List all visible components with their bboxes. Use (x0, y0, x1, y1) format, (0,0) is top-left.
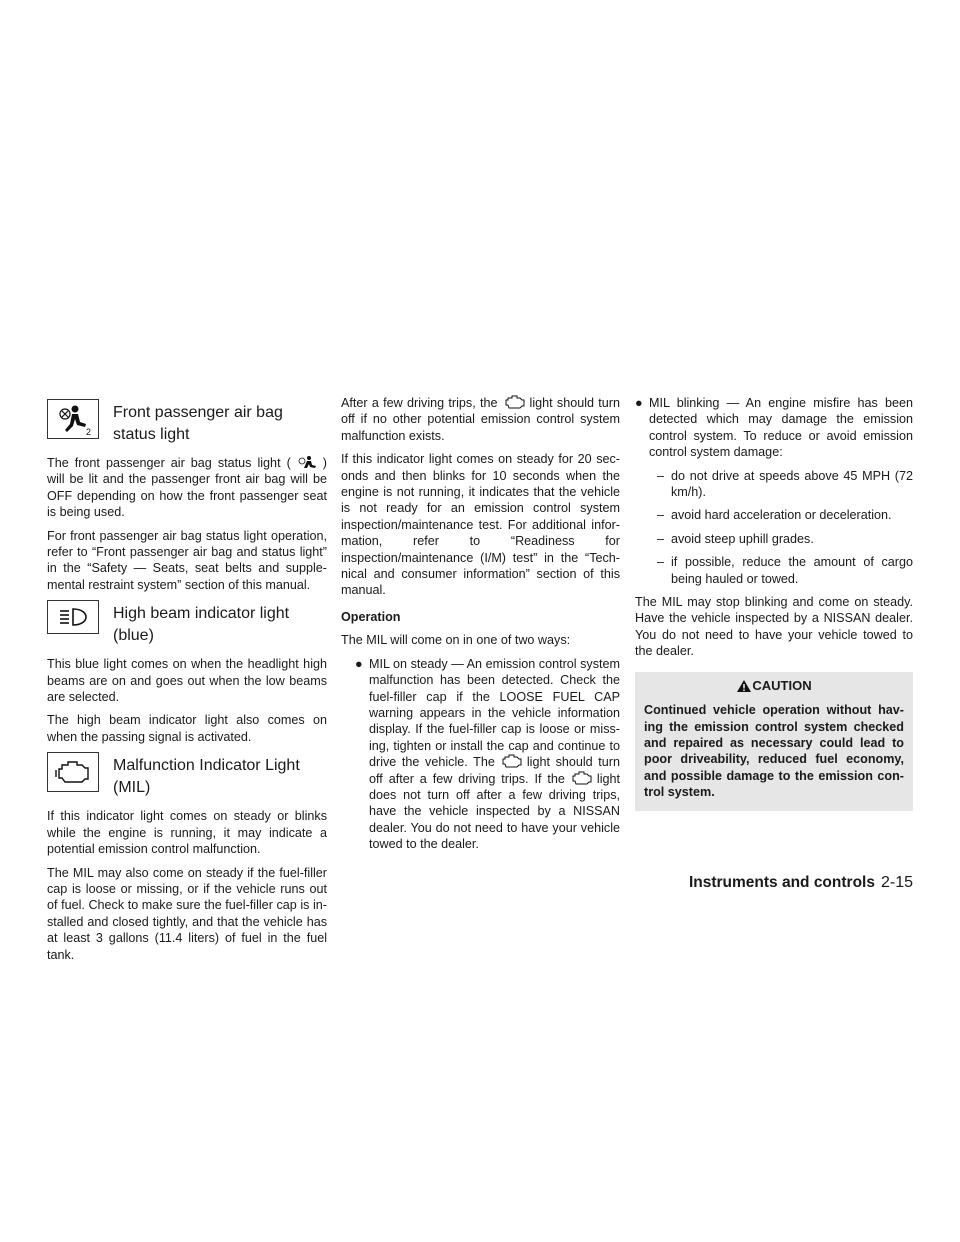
mil-section-title: Malfunction Indicator Light (MIL) (113, 757, 300, 797)
col2-paragraph-2: If this indicator light comes on steady for 20 sec-onds and then blinks for 10 seconds when the engine is not running, it indicates that the vehicle is not ready for an emission control system inspection/maintenance test. For additional infor-mation, refer to “Readiness for inspection/maintenance (I/M) test” in the “Tech-nical and consumer information” section of this manual. (341, 452, 620, 598)
passenger-airbag-icon (47, 399, 99, 439)
bullet-text: MIL blinking — An engine misfire has been detected which may damage the emission control system. To reduce or avoid emission control system damage: (649, 396, 913, 460)
engine-check-inline-icon (569, 771, 593, 785)
dash-marker: – (657, 468, 665, 483)
bullet-marker: ● (355, 656, 363, 671)
engine-check-icon (47, 752, 99, 792)
column-2 (341, 395, 620, 860)
column-3 (635, 395, 913, 811)
highbeam-paragraph-2: The high beam indicator light also comes on when the passing signal is activated. (47, 713, 327, 744)
col2-paragraph-1: After a few driving trips, the light should turn off if no other potential emission control system malfunction exists. (341, 396, 620, 443)
dash-item (657, 468, 913, 501)
bullet-mil-steady (355, 656, 620, 853)
dash-marker: – (657, 531, 665, 546)
dash-marker: – (657, 508, 665, 523)
operation-heading: Operation (341, 609, 401, 624)
dash-item (657, 554, 913, 587)
dash-text: avoid hard acceleration or deceleration. (671, 508, 892, 523)
bullet-marker: ● (635, 396, 643, 410)
passenger-airbag-inline-icon (295, 455, 319, 469)
column-1 (47, 395, 327, 970)
page-number: 2-15 (880, 874, 913, 891)
page-footer (689, 874, 913, 892)
bullet-mil-blinking (635, 395, 913, 461)
highbeam-paragraph-1: This blue light comes on when the headlight high beams are on and goes out when the low beams are selected. (47, 657, 327, 705)
col3-paragraph-after: The MIL may stop blinking and come on steady. Have the vehicle inspected by a NISSAN dealer. You do not need to have your vehicle towed to the dealer. (635, 595, 913, 659)
warning-triangle-icon (736, 679, 752, 693)
svg-text:2: 2 (86, 427, 92, 436)
mil-paragraph-1: If this indicator light comes on steady or blinks while the engine is running, it may indicate a potential emission control malfunction. (47, 809, 327, 857)
engine-check-inline-icon (502, 395, 526, 409)
mil-section-header (47, 752, 327, 799)
bullet-text: MIL on steady — An emission control system malfunction has been detected. Check the fuel-filler cap if the LOOSE FUEL CAP warning appears in the vehicle information display. If the fuel-filler cap is loose or miss-ing, tighten or install the cap and continue to drive the vehicle. The light should turn off after a few driving trips. If the light does not turn off after a few driving trips, have the vehicle inspected by a NISSAN dealer. You do not need to have your vehicle towed to the dealer. (369, 656, 620, 852)
airbag-paragraph-1: The front passenger air bag status light ( ) will be lit and the passenger front air bag will be OFF depending on how the front passenger seat is being used. (47, 456, 327, 520)
dash-item (657, 531, 913, 547)
dash-item (657, 507, 913, 523)
dash-text: if possible, reduce the amount of cargo being hauled or towed. (671, 555, 913, 586)
dash-text: avoid steep uphill grades. (671, 531, 814, 546)
dash-marker: – (657, 555, 665, 570)
airbag-paragraph-2: For front passenger air bag status light operation, refer to “Front passenger air bag and status light” in the “Safety — Seats, seat belts and supple-mental restraint system” section of this manual. (47, 528, 327, 592)
high-beam-icon (47, 600, 99, 634)
mil-paragraph-2: The MIL may also come on steady if the fuel-filler cap is loose or missing, or if the vehicle runs out of fuel. Check to make sure the fuel-filler cap is in-stalled and closed tightly, and that the vehicle has at least 3 gallons (11.4 liters) of fuel in the fuel tank. (47, 865, 327, 962)
highbeam-section-title: High beam indicator light (blue) (113, 605, 290, 645)
dash-text: do not drive at speeds above 45 MPH (72 km/h). (671, 468, 913, 500)
caution-title: CAUTION (752, 677, 812, 693)
airbag-section-header (47, 399, 327, 446)
col2-paragraph-3: The MIL will come on in one of two ways: (341, 633, 571, 648)
caution-box (635, 672, 913, 811)
caution-text: Continued vehicle operation without hav-ing the emission control system checked and repaired as necessary could lead to poor driveability, reduced fuel economy, and possible damage to the emission con-trol system. (644, 703, 904, 800)
caution-header (644, 678, 904, 694)
highbeam-section-header (47, 600, 327, 647)
engine-check-inline-icon (499, 754, 523, 768)
airbag-section-title: Front passenger air bag status light (113, 404, 283, 443)
footer-section-name: Instruments and controls (688, 874, 875, 891)
